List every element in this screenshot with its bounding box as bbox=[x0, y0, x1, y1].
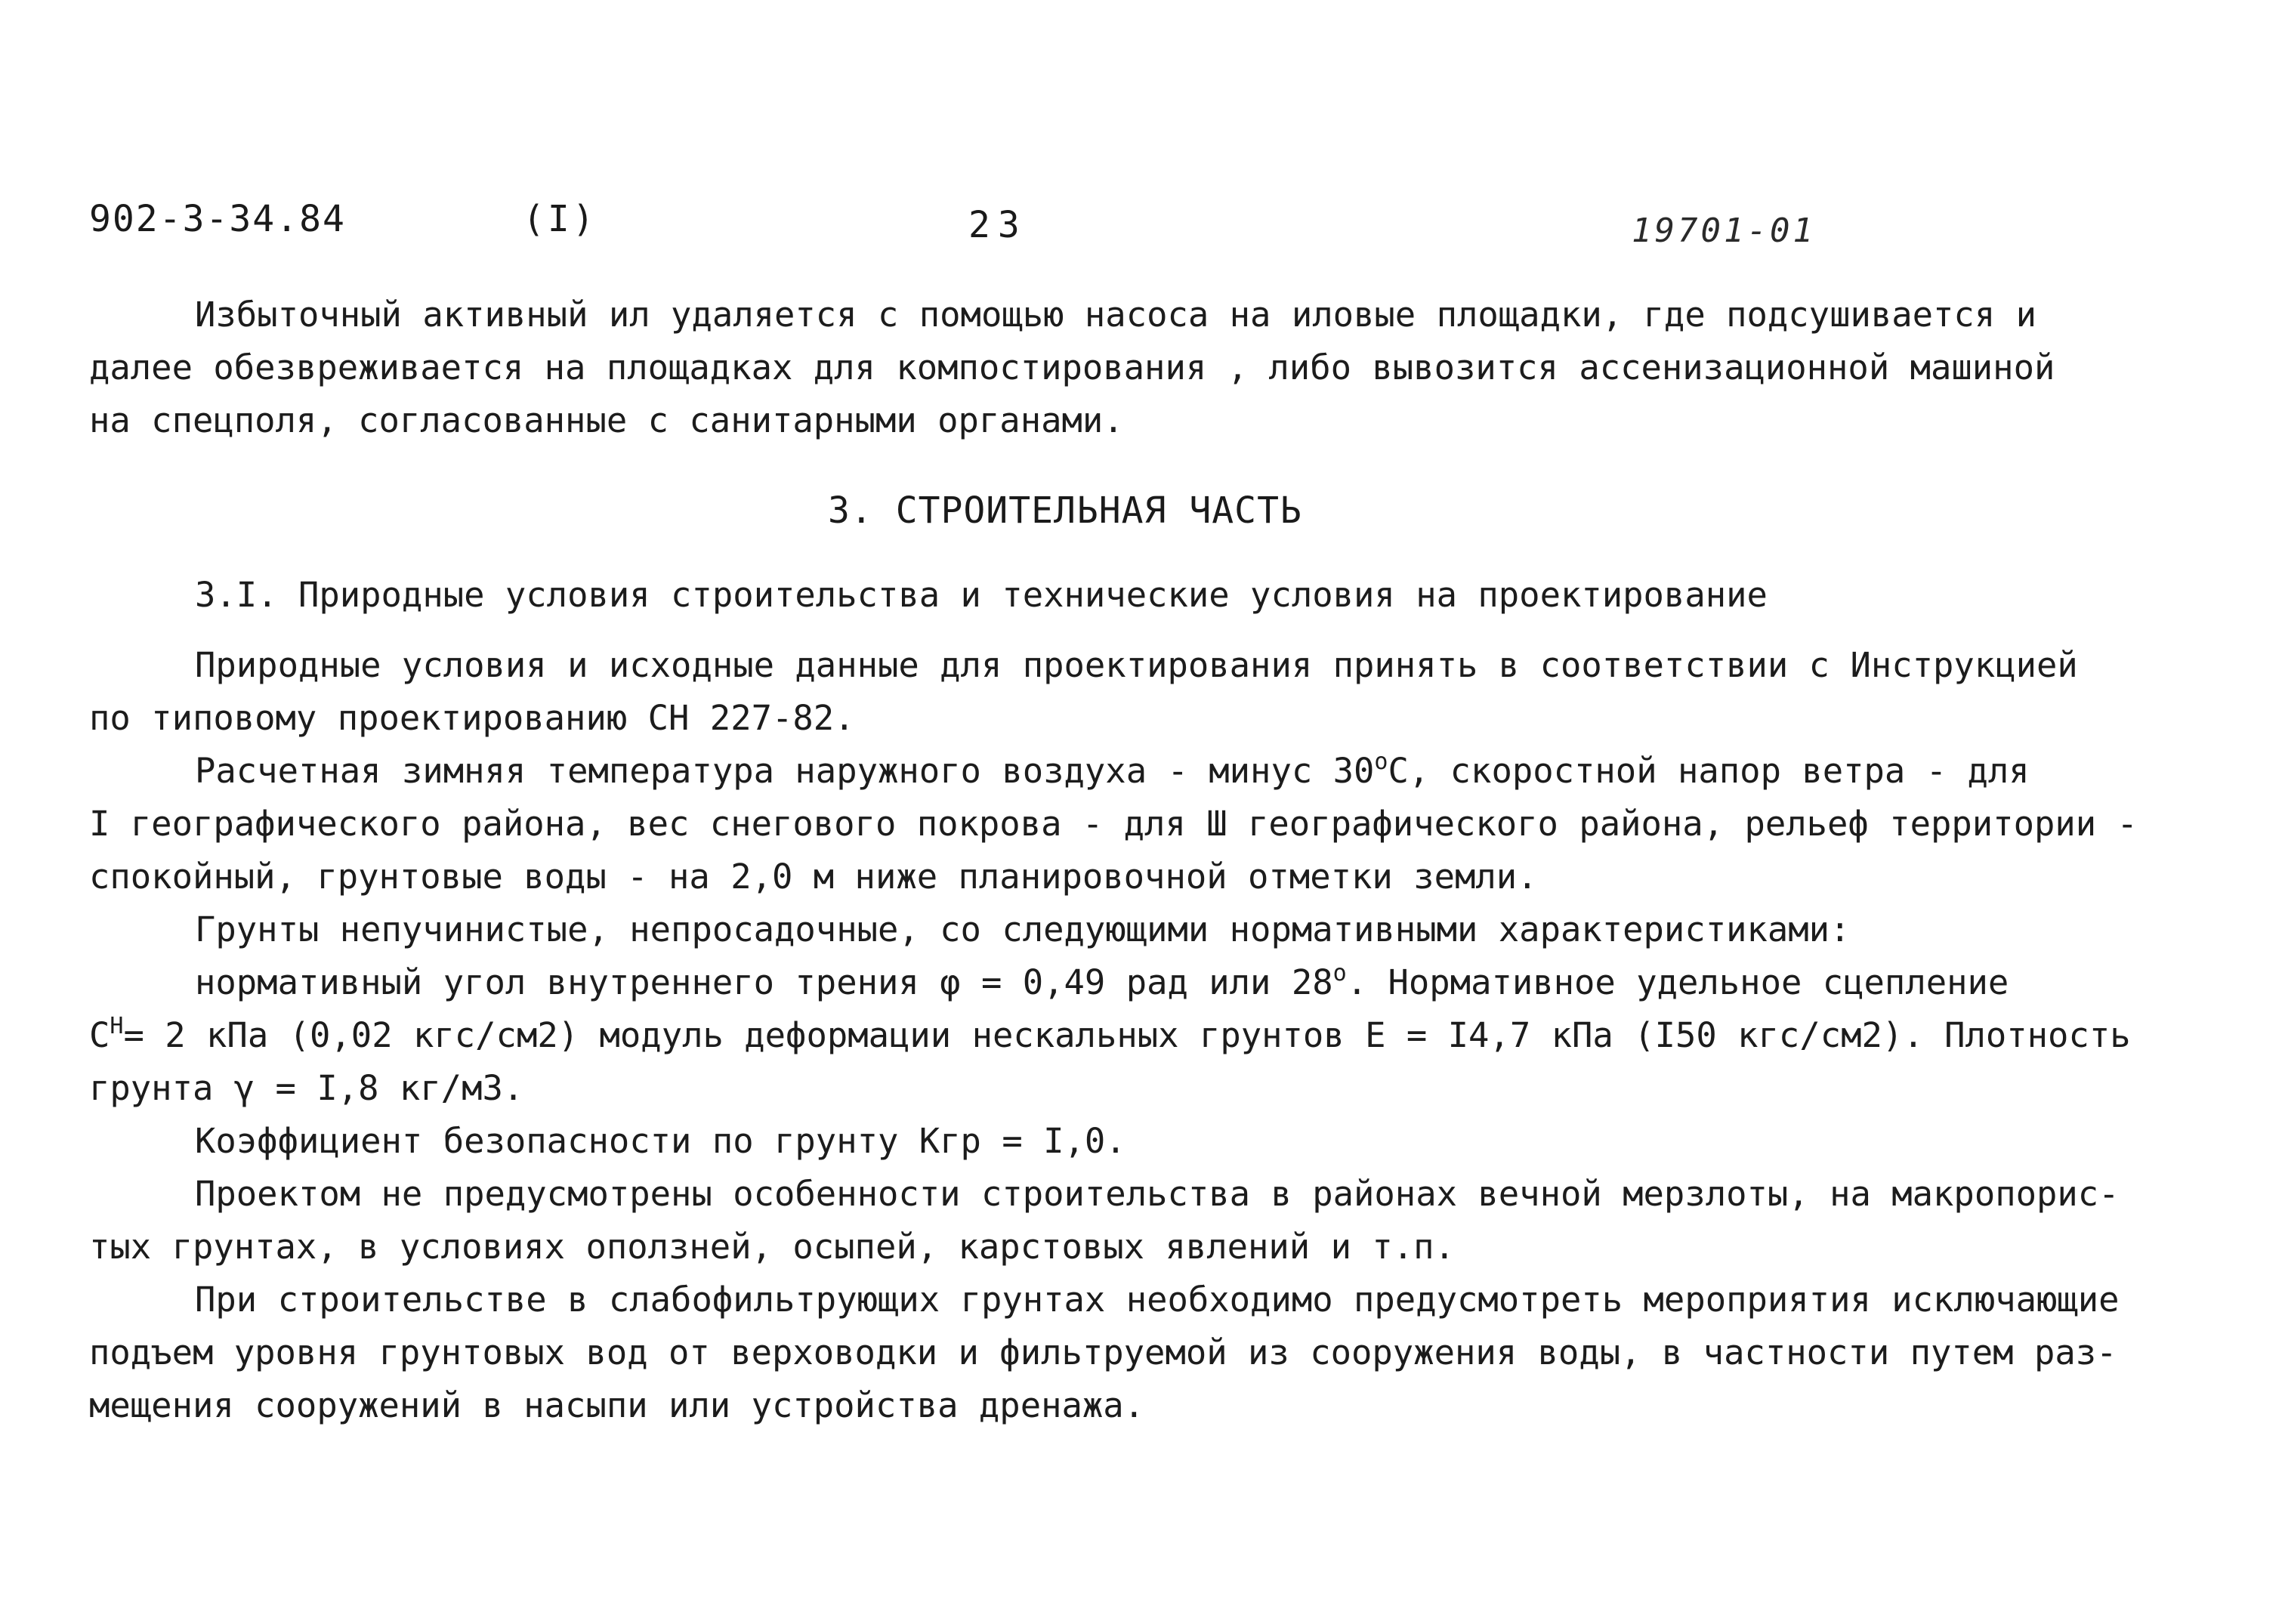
text-line: Избыточный активный ил удаляется с помощью насоса на иловые площадки, где подсушивается и bbox=[195, 295, 2037, 335]
text-fragment: нормативный угол внутреннего трения φ = 0,49 рад или 28 bbox=[195, 962, 1333, 1002]
text-line: спокойный, грунтовые воды - на 2,0 м ниже планировочной отметки земли. bbox=[89, 857, 1538, 897]
text-line: по типовому проектированию СН 227-82. bbox=[89, 698, 855, 738]
text-line: грунта γ = I,8 кг/м3. bbox=[89, 1068, 524, 1108]
text-fragment: Расчетная зимняя температура наружного воздуха - минус 30 bbox=[195, 751, 1375, 791]
text-line: подъем уровня грунтовых вод от верховодки и фильтруемой из сооружения воды, в частности путем раз- bbox=[89, 1332, 2117, 1372]
text-line bbox=[89, 1013, 2131, 1055]
section-title: 3. СТРОИТЕЛЬНАЯ ЧАСТЬ bbox=[828, 489, 1302, 532]
page-number: 23 bbox=[968, 204, 1027, 246]
degree-sign: о bbox=[1374, 749, 1388, 775]
text-fragment: С, скоростной напор ветра - для bbox=[1388, 751, 2030, 791]
subsection-title: 3.I. Природные условия строительства и технические условия на проектирование bbox=[195, 575, 1768, 615]
degree-sign: о bbox=[1332, 960, 1347, 986]
text-line: мещения сооружений в насыпи или устройства дренажа. bbox=[89, 1385, 1145, 1425]
superscript: Н bbox=[110, 1013, 124, 1039]
text-line: далее обезвреживается на площадках для компостирования , либо вывозится ассенизационной машиной bbox=[89, 347, 2055, 387]
text-fragment: С bbox=[89, 1015, 110, 1055]
text-line: тых грунтах, в условиях оползней, осыпей, карстовых явлений и т.п. bbox=[89, 1227, 1455, 1267]
document-part: (I) bbox=[523, 198, 597, 240]
text-fragment: . Нормативное удельное сцепление bbox=[1346, 962, 2009, 1002]
text-line: I географического района, вес снегового покрова - для Ш географического района, рельеф территории - bbox=[89, 804, 2138, 844]
inventory-number: 19701-01 bbox=[1632, 211, 1816, 250]
text-fragment: = 2 кПа (0,02 кгс/см2) модуль деформации нескальных грунтов Е = I4,7 кПа (I50 кгс/см2). Плотность bbox=[123, 1015, 2131, 1055]
document-code: 902-3-34.84 bbox=[89, 198, 346, 240]
text-line: Коэффициент безопасности по грунту Кгр = I,0. bbox=[195, 1121, 1126, 1161]
text-line: на спецполя, согласованные с санитарными органами. bbox=[89, 400, 1124, 440]
text-line bbox=[195, 960, 2009, 1002]
text-line: При строительстве в слабофильтрующих грунтах необходимо предусмотреть мероприятия исключающие bbox=[195, 1280, 2120, 1320]
text-line bbox=[195, 749, 2030, 791]
text-line: Проектом не предусмотрены особенности строительства в районах вечной мерзлоты, на макропорис- bbox=[195, 1174, 2120, 1214]
text-line: Природные условия и исходные данные для проектирования принять в соответствии с Инструкцией bbox=[195, 645, 2078, 685]
text-line: Грунты непучинистые, непросадочные, со следующими нормативными характеристиками: bbox=[195, 909, 1851, 949]
